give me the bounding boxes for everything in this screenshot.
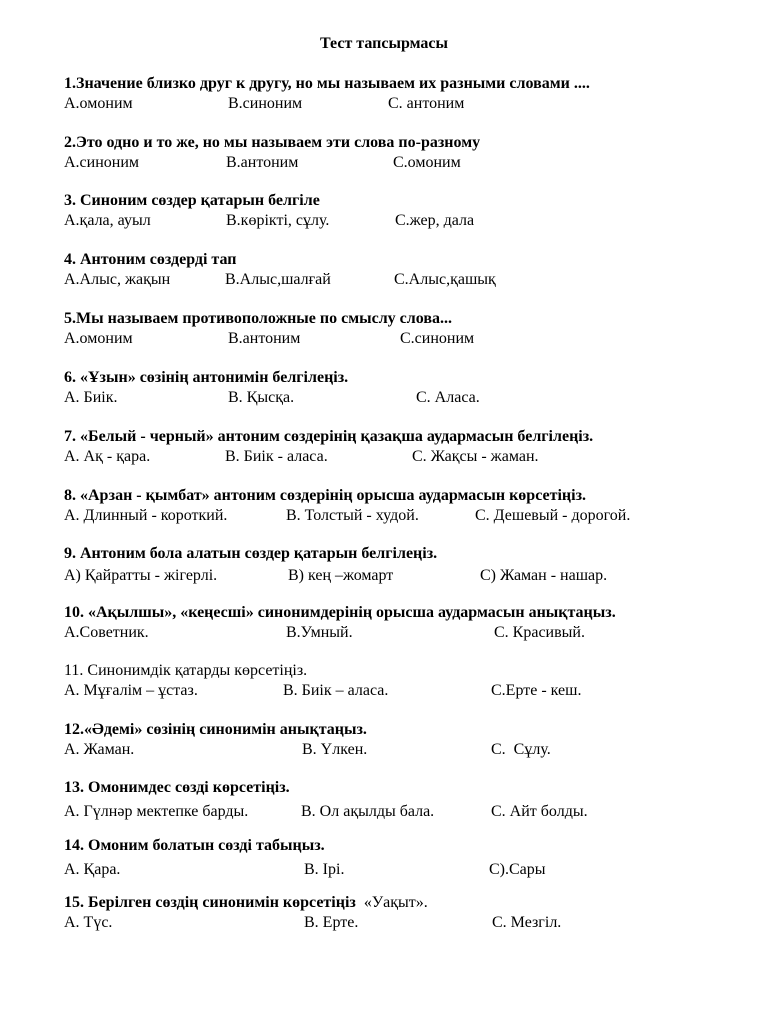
- question-label: 13. Омонимдес сөзді көрсетіңіз.: [64, 779, 290, 796]
- answer-option-c: С. Мезгіл.: [492, 914, 562, 931]
- answer-options: [64, 506, 754, 526]
- question-text: [64, 778, 754, 798]
- question-text: [64, 250, 754, 270]
- question-text: [64, 486, 754, 506]
- answer-option-b: В. Қысқа.: [228, 389, 295, 406]
- question-12: [64, 720, 754, 760]
- answer-option-c: С. антоним: [388, 95, 465, 112]
- answer-option-b: В. Үлкен.: [302, 741, 368, 758]
- answer-option-c: С.синоним: [400, 330, 475, 347]
- answer-option-b: В) кең –жомарт: [288, 567, 394, 584]
- answer-option-c: С).Сары: [489, 861, 546, 878]
- question-15: [64, 893, 754, 933]
- answer-option-b: В. Биік - аласа.: [225, 448, 328, 465]
- answer-option-b: В. Толстый - худой.: [286, 507, 419, 524]
- answer-option-c: С) Жаман - нашар.: [480, 567, 608, 584]
- page-title: Тест тапсырмасы: [319, 35, 448, 52]
- answer-options: [64, 94, 754, 114]
- answer-option-c: С. Сұлу.: [491, 741, 551, 758]
- answer-option-a: А.Алыс, жақын: [64, 271, 171, 288]
- answer-option-a: А.омоним: [64, 95, 133, 112]
- answer-options: [64, 388, 754, 408]
- answer-options: [64, 329, 754, 349]
- question-2: [64, 133, 754, 173]
- answer-options: [64, 740, 754, 760]
- answer-option-c: С. Дешевый - дорогой.: [475, 507, 631, 524]
- answer-option-a: А.қала, ауыл: [64, 212, 151, 229]
- answer-options: [64, 566, 754, 586]
- question-label: 9. Антоним бола алатын сөздер қатарын белгілеңіз.: [64, 545, 438, 562]
- answer-option-a: А. Қара.: [64, 861, 121, 878]
- question-label: 7. «Белый - черный» антоним сөздерінің қазақша аудармасын белгілеңіз.: [64, 428, 594, 445]
- question-label: 2.Это одно и то же, но мы называем эти слова по-разному: [64, 134, 481, 151]
- question-label: 1.Значение близко друг к другу, но мы называем их разными словами ....: [64, 75, 590, 92]
- answer-option-a: А. Мұғалім – ұстаз.: [64, 682, 198, 699]
- question-4: [64, 250, 754, 290]
- answer-option-b: В. Ол ақылды бала.: [301, 803, 435, 820]
- question-11: [64, 661, 754, 701]
- question-7: [64, 427, 754, 467]
- question-8: [64, 486, 754, 526]
- answer-option-c: С. Аласа.: [416, 389, 480, 406]
- question-text: [64, 836, 754, 856]
- answer-options: [64, 681, 754, 701]
- question-3: [64, 191, 754, 231]
- question-label: 11. Синонимдік қатарды көрсетіңіз.: [64, 662, 308, 679]
- question-5: [64, 309, 754, 349]
- answer-option-c: С. Жақсы - жаман.: [412, 448, 539, 465]
- answer-option-a: А. Длинный - короткий.: [64, 507, 228, 524]
- answer-option-b: В.көрікті, сұлу.: [226, 212, 330, 229]
- question-label: 4. Антоним сөздерді тап: [64, 251, 237, 268]
- answer-option-c: С.жер, дала: [395, 212, 475, 229]
- answer-options: [64, 153, 754, 173]
- answer-option-c: С.Алыс,қашық: [394, 271, 496, 288]
- question-text: [64, 427, 754, 447]
- answer-options: [64, 211, 754, 231]
- question-6: [64, 368, 754, 408]
- question-label: 5.Мы называем противоположные по смыслу слова...: [64, 310, 452, 327]
- question-text: [64, 544, 754, 564]
- answer-option-b: В.синоним: [228, 95, 303, 112]
- answer-option-b: В. Биік – аласа.: [283, 682, 389, 699]
- question-text: [64, 74, 754, 94]
- question-1: [64, 74, 754, 114]
- answer-option-c: С.омоним: [393, 154, 461, 171]
- question-label: 3. Синоним сөздер қатарын белгіле: [64, 192, 320, 209]
- answer-option-b: В. Ерте.: [304, 914, 359, 931]
- answer-option-a: А. Жаман.: [64, 741, 135, 758]
- answer-option-a: А.Советник.: [64, 624, 149, 641]
- answer-options: [64, 270, 754, 290]
- question-text: [64, 133, 754, 153]
- answer-options: [64, 860, 754, 880]
- question-label: 15. Берілген сөздің синонимін көрсетіңіз: [64, 894, 356, 911]
- answer-option-a: А. Биік.: [64, 389, 118, 406]
- answer-option-b: В. Ірі.: [304, 861, 345, 878]
- question-9: [64, 544, 754, 586]
- answer-option-a: А) Қайратты - жігерлі.: [64, 567, 218, 584]
- question-text: [64, 893, 754, 913]
- question-13: [64, 778, 754, 822]
- answer-option-a: А. Түс.: [64, 914, 113, 931]
- question-text: [64, 368, 754, 388]
- question-14: [64, 836, 754, 880]
- answer-options: [64, 623, 754, 643]
- question-text: [64, 661, 754, 681]
- answer-option-b: В.антоним: [228, 330, 301, 347]
- answer-option-c: С. Красивый.: [494, 624, 585, 641]
- answer-option-c: С.Ерте - кеш.: [491, 682, 582, 699]
- answer-option-c: С. Айт болды.: [491, 803, 588, 820]
- question-suffix: «Уақыт».: [355, 894, 428, 911]
- question-text: [64, 191, 754, 211]
- question-text: [64, 720, 754, 740]
- question-label: 8. «Арзан - қымбат» антоним сөздерінің орысша аудармасын көрсетіңіз.: [64, 487, 586, 504]
- answer-option-a: А. Ақ - қара.: [64, 448, 151, 465]
- answer-option-b: В.Алыс,шалғай: [225, 271, 331, 288]
- answer-options: [64, 913, 754, 933]
- question-label: 6. «Ұзын» сөзінің антонимін белгілеңіз.: [64, 369, 349, 386]
- answer-option-b: В.антоним: [226, 154, 299, 171]
- answer-option-a: А.омоним: [64, 330, 133, 347]
- question-label: 14. Омоним болатын сөзді табыңыз.: [64, 837, 325, 854]
- question-10: [64, 603, 754, 643]
- question-text: [64, 309, 754, 329]
- question-text: [64, 603, 754, 623]
- answer-option-a: А. Гүлнәр мектепке барды.: [64, 803, 249, 820]
- answer-option-b: В.Умный.: [286, 624, 353, 641]
- question-label: 10. «Ақылшы», «кеңесші» синонимдерінің орысша аудармасын анықтаңыз.: [64, 604, 616, 621]
- answer-options: [64, 802, 754, 822]
- answer-option-a: А.синоним: [64, 154, 140, 171]
- answer-options: [64, 447, 754, 467]
- question-label: 12.«Әдемі» сөзінің синонимін анықтаңыз.: [64, 721, 367, 738]
